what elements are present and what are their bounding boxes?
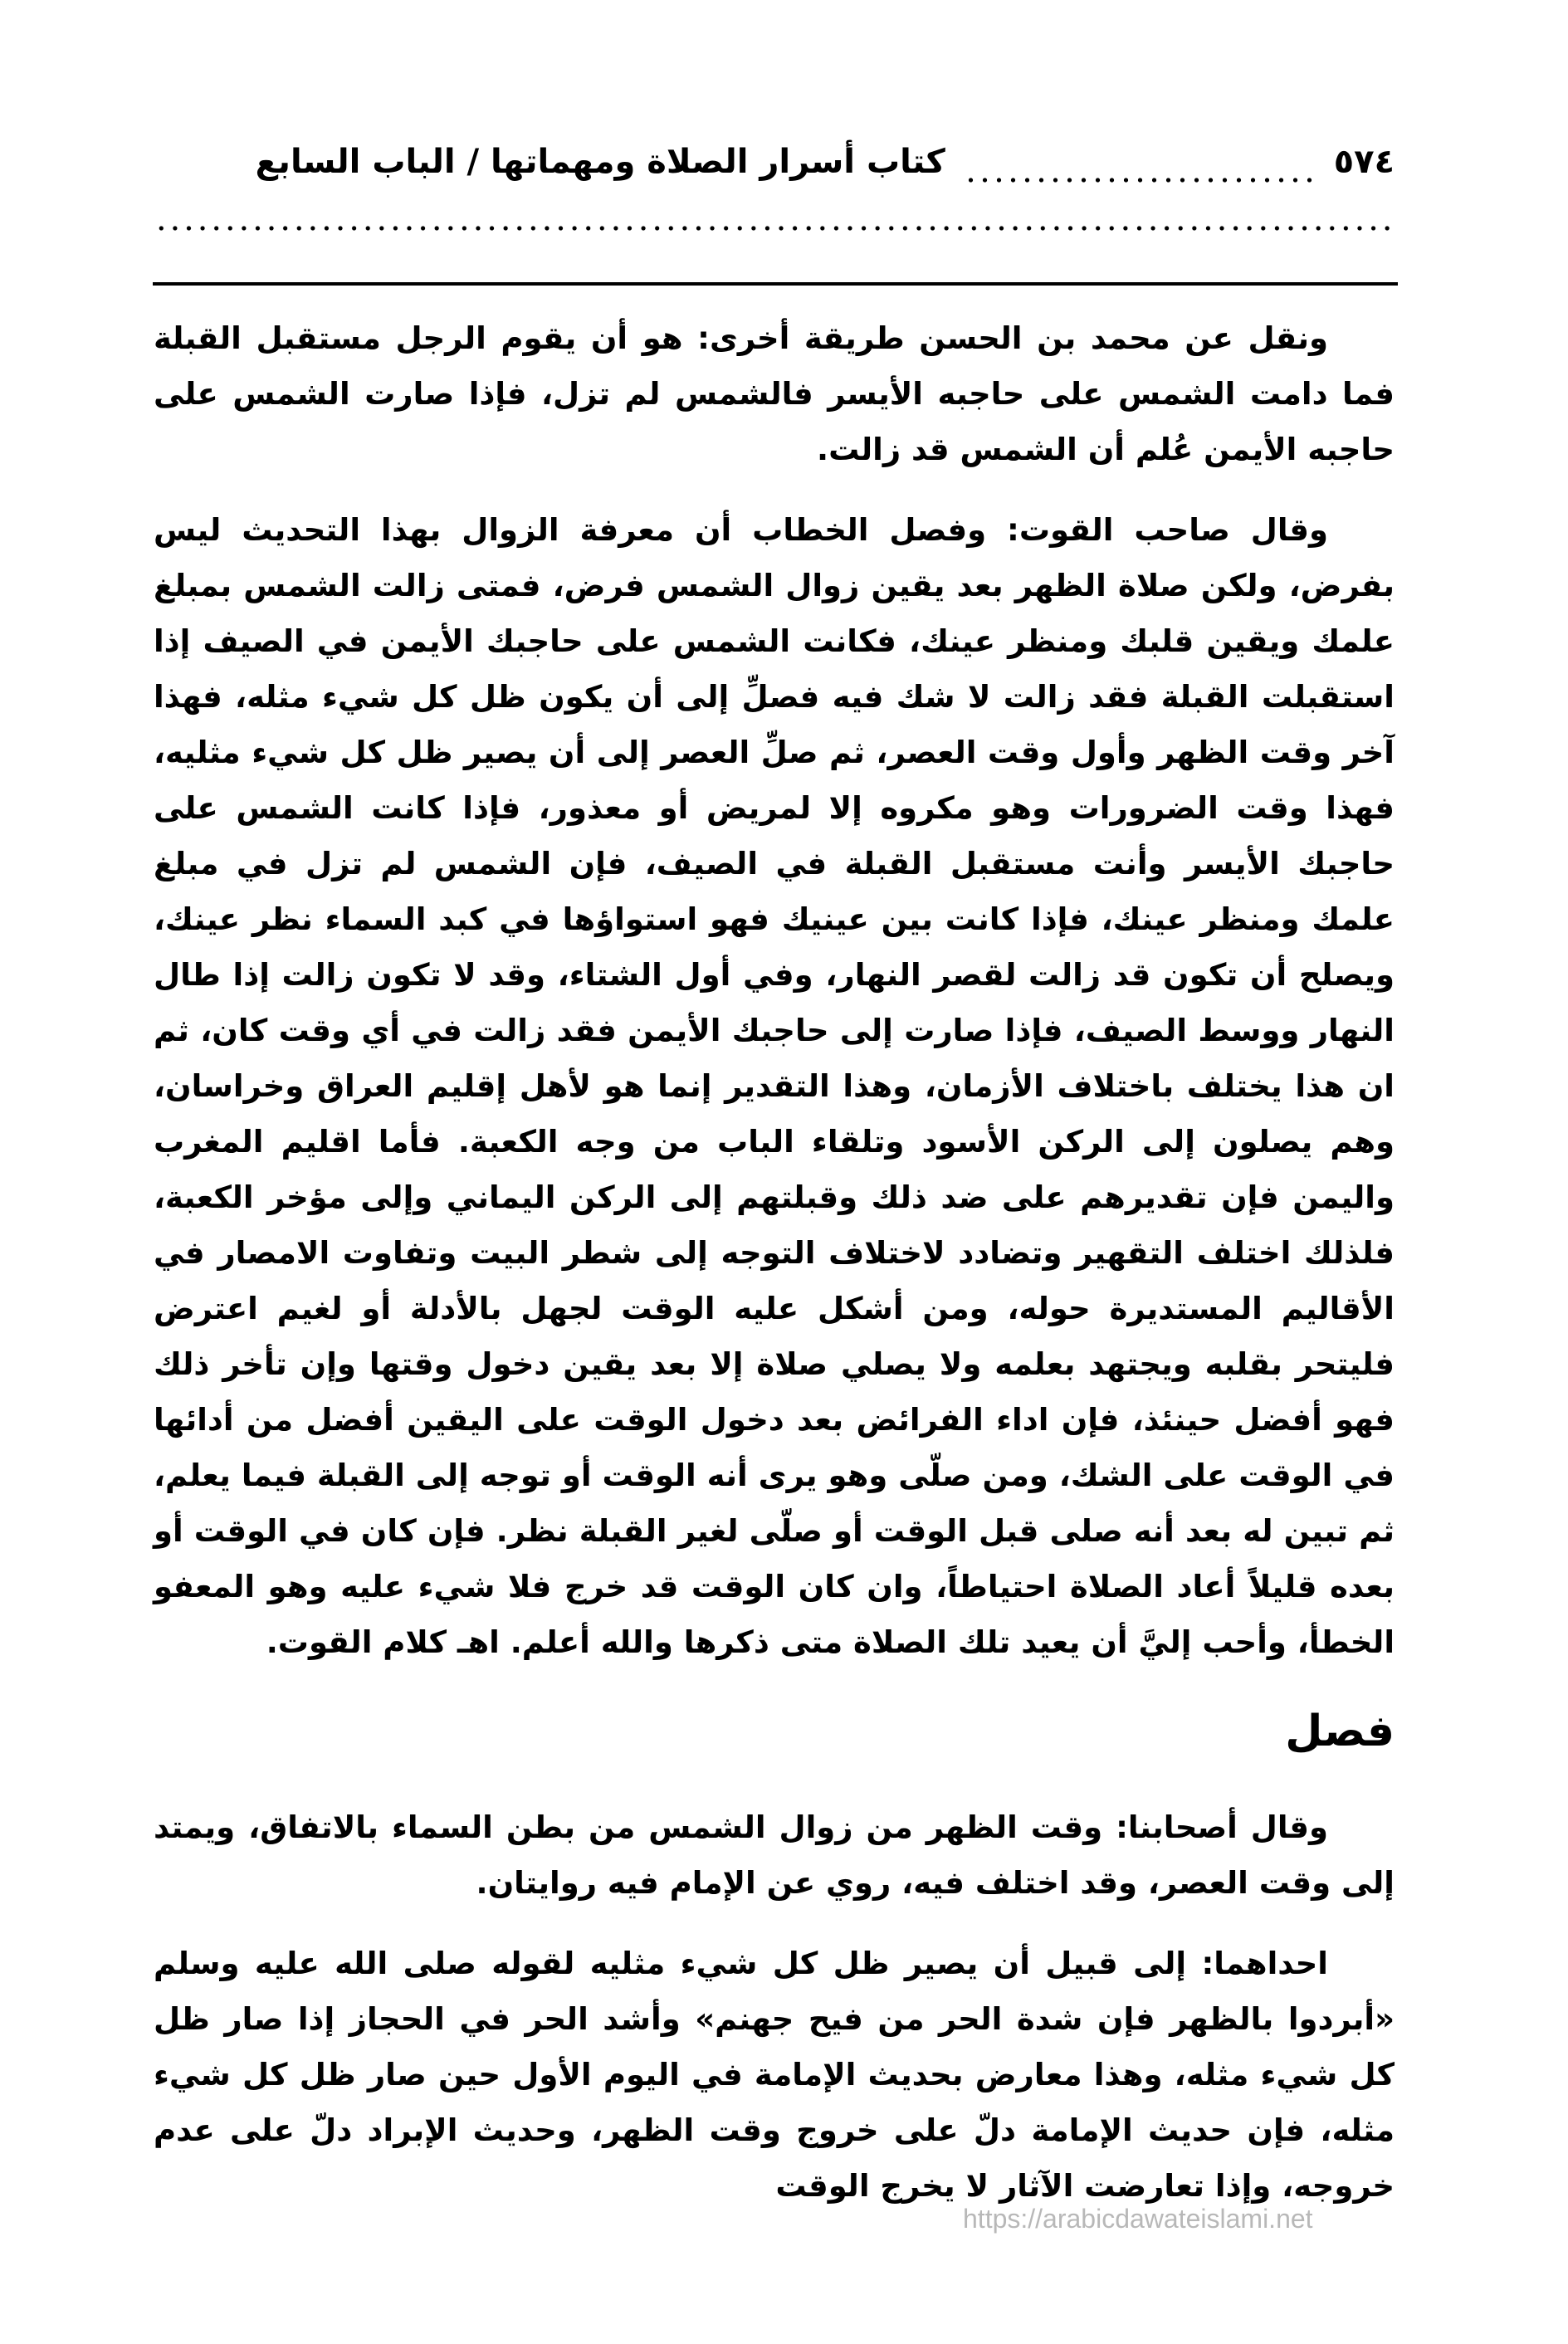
book-page: [154, 125, 1395, 2239]
running-header: [154, 125, 1395, 199]
header-rule: [153, 282, 1398, 286]
paragraph-text: إلى قبيل أن يصير ظل كل شيء مثليه لقوله صلى الله عليه وسلم «أبردوا بالظهر فإن شدة الحر من فيح جهنم» وأشد الحر في الحجاز إذا صار ظل كل شيء مثله، وهذا معارض بحديث الإمامة في اليوم الأول حين صار ظل كل شيء مثله، فإن حديث الإمامة دلّ على خروج وقت الظهر، وحديث الإبراد دلّ على عدم خروجه، وإذا تعارضت الآثار لا يخرج الوقت: [154, 1946, 1395, 2204]
section-heading: فصل: [1285, 1707, 1395, 1756]
header-title: كتاب أسرار الصلاة ومهماتها / الباب السابع: [255, 143, 945, 181]
page-number: ٥٧٤: [1333, 143, 1395, 181]
paragraph-sahib-al-qut: وقال صاحب القوت: وفصل الخطاب أن معرفة الزوال بهذا التحديث ليس بفرض، ولكن صلاة الظهر بعد يقين زوال الشمس فرض، فمتى زالت الشمس بمبلغ علمك ويقين قلبك ومنظر عينك، فكانت الشمس على حاجبك الأيمن في الصيف إذا استقبلت القبلة فقد زالت لا شك فيه فصلِّ إلى أن يكون ظل كل شيء مثله، فهذا آخر وقت الظهر وأول وقت العصر، ثم صلِّ العصر إلى أن يصير ظل كل شيء مثليه، فهذا وقت الضرورات وهو مكروه إلا لمريض أو معذور، فإذا كانت الشمس على حاجبك الأيسر وأنت مستقبل القبلة في الصيف، فإن الشمس لم تزل في مبلغ علمك ومنظر عينك، فإذا كانت بين عينيك فهو استواؤها في كبد السماء نظر عينك، ويصلح أن تكون قد زالت لقصر النهار، وفي أول الشتاء، وقد لا تكون زالت إذا طال النهار ووسط الصيف، فإذا صارت إلى حاجبك الأيمن فقد زالت في أي وقت كان، ثم ان هذا يختلف باختلاف الأزمان، وهذا التقدير إنما هو لأهل إقليم العراق وخراسان، وهم يصلون إلى الركن الأسود وتلقاء الباب من وجه الكعبة. فأما اقليم المغرب واليمن فإن تقديرهم على ضد ذلك وقبلتهم إلى الركن اليماني وإلى مؤخر الكعبة، فلذلك اختلف التقهير وتضادد لاختلاف التوجه إلى شطر البيت وتفاوت الامصار في الأقاليم المستديرة حوله، ومن أشكل عليه الوقت لجهل بالأدلة أو لغيم اعترض فليتحر بقلبه ويجتهد بعلمه ولا يصلي صلاة إلا بعد يقين دخول وقتها وإن تأخر ذلك فهو أفضل حينئذ، فإن اداء الفرائض بعد دخول الوقت على اليقين أفضل من أدائها في الوقت على الشك، ومن صلّى وهو يرى أنه الوقت أو توجه إلى القبلة فيما يعلم، ثم تبين له بعد أنه صلى قبل الوقت أو صلّى لغير القبلة نظر. فإن كان في الوقت أو بعده قليلاً أعاد الصلاة احتياطاً، وان كان الوقت قد خرج فلا شيء عليه وهو المعفو الخطأ، وأحب إليَّ أن يعيد تلك الصلاة متى ذكرها والله أعلم. اهـ كلام القوت.: [154, 512, 1395, 1660]
paragraph-ashabuna: وقال أصحابنا: وقت الظهر من زوال الشمس من بطن السماء بالاتفاق، ويمتد إلى وقت العصر، وقد اختلف فيه، روي عن الإمام فيه روايتان.: [154, 1809, 1395, 1901]
paragraph-muhammad-ibn-hasan: ونقل عن محمد بن الحسن طريقة أخرى: هو أن يقوم الرجل مستقبل القبلة فما دامت الشمس على حاجبه الأيسر فالشمس لم تزل، فإذا صارت الشمس على حاجبه الأيمن عُلم أن الشمس قد زالت.: [154, 320, 1395, 467]
watermark-url: https://arabicdawateislami.net: [963, 2204, 1313, 2234]
header-dotted-line: [154, 224, 1391, 232]
header-leader-dots: [964, 176, 1312, 184]
paragraph-ihdahuma: [154, 1936, 1395, 2214]
text-body: [154, 310, 1395, 2214]
paragraph-lead-word: احداهما:: [1201, 1946, 1328, 1981]
